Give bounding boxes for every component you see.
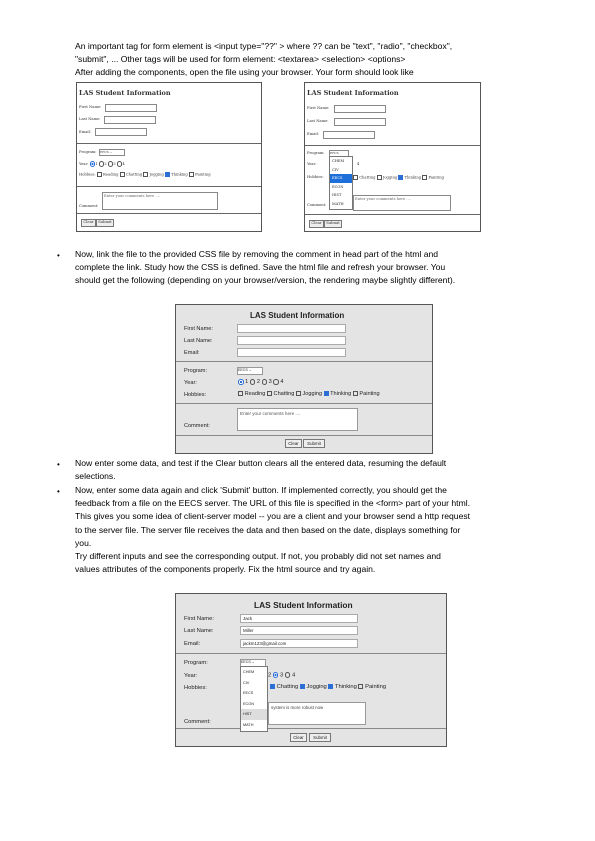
submit-button: Submit [309, 733, 331, 742]
program-option: MATH [332, 201, 344, 206]
email-field [237, 348, 346, 357]
last-name-label: Last Name: [79, 117, 101, 121]
year-radio-3 [273, 672, 279, 678]
clear-button: Clear [309, 220, 324, 228]
program-option: CIV [332, 167, 339, 172]
divider [305, 145, 480, 146]
program-option: ECON [243, 701, 254, 706]
year-radio-2 [250, 379, 256, 385]
hobbies-visible [270, 684, 386, 690]
email-field [95, 128, 147, 136]
comment-textarea [268, 702, 366, 725]
hobby-checkbox [324, 391, 329, 396]
bullet-paragraph-css [75, 248, 545, 288]
year-option-3: 3 [268, 379, 272, 386]
hobby-label: Jogging [149, 172, 164, 177]
program-option: CHEM [243, 670, 255, 674]
intro-paragraph [75, 40, 545, 80]
divider [176, 728, 446, 729]
text-line: values attributes of the components properly. Fix the html source and try again. [75, 564, 376, 575]
divider [176, 435, 432, 436]
program-option: CIV [243, 680, 250, 685]
last-name-field [334, 118, 386, 126]
text-line: to the server file. The server file receives the data and then based on the date, displays something for [75, 524, 461, 535]
text-line: complete the link. Study how the CSS is defined. Save the html file and refresh your browser. You [75, 262, 446, 273]
divider [77, 186, 261, 187]
hobby-checkbox [238, 391, 243, 396]
program-select: EECS [329, 150, 349, 157]
hobby-label: Thinking [330, 391, 352, 397]
year-radio-4 [285, 672, 291, 678]
comment-placeholder: Enter your comments here .... [104, 194, 161, 198]
program-option: CHEM [332, 159, 345, 163]
hobby-label: Thinking [404, 175, 422, 180]
hobby-label: Chatting [276, 684, 299, 691]
program-label: Program: [307, 151, 325, 155]
hobbies-label: Hobbies: [184, 392, 207, 398]
text-line: selections. [75, 471, 116, 482]
screenshot-plain-form [76, 82, 262, 232]
program-select-value: EECS [100, 150, 109, 154]
program-label: Program: [184, 368, 208, 374]
text-line: feedback from a file on the EECS server. The URL of this file is specified in the <form> part of your html. [75, 498, 471, 509]
hobby-checkbox [267, 391, 272, 396]
program-select: EECS ⌄ [99, 149, 125, 156]
submit-button: Submit [96, 219, 114, 227]
email-label: Email: [79, 130, 91, 134]
year-option-1: 1 [95, 161, 98, 166]
screenshot-styled-form [175, 304, 433, 454]
first-name-label: First Name: [307, 106, 330, 110]
submit-button: Submit [324, 220, 342, 228]
text-line: Now, link the file to the provided CSS file by removing the comment in head part of the html and [75, 249, 439, 259]
last-name-label: Last Name: [184, 338, 213, 344]
email-field: jackm123@gmail.com [240, 639, 358, 648]
year-option-4: 4 [357, 162, 360, 166]
year-label: Year: [79, 161, 89, 166]
year-option-2: 2 [256, 379, 260, 386]
first-name-field: Jack [240, 614, 358, 623]
comment-text: system is more robust now [271, 705, 324, 710]
comment-textarea [237, 408, 358, 431]
hobby-checkbox [300, 684, 305, 689]
comment-textarea [353, 195, 451, 211]
program-option: ECON [332, 184, 344, 189]
form-title: LAS Student Information [79, 89, 171, 97]
hobbies-label: Hobbies: [184, 685, 207, 691]
program-option: EECS [243, 691, 254, 695]
comment-label: Comment: [307, 203, 327, 207]
hobbies-visible [353, 175, 444, 180]
email-label: Email: [184, 641, 201, 647]
divider [77, 143, 261, 144]
hobby-checkbox [358, 684, 363, 689]
divider [176, 361, 432, 362]
hobby-label: Reading [244, 391, 266, 397]
last-name-field [237, 336, 346, 345]
program-dropdown-list [240, 666, 268, 732]
year-option-4: 4 [280, 379, 284, 386]
year-option-1: 1 [245, 379, 249, 386]
first-name-label: First Name: [184, 326, 213, 332]
year-option-3: 3 [113, 161, 116, 166]
hobby-label: Chatting [359, 175, 376, 180]
divider [176, 653, 446, 654]
program-option-hovered: HIST [241, 709, 267, 720]
program-select-value: EECS [241, 660, 251, 664]
program-option-selected: EECS [330, 174, 352, 183]
hobby-label: Jogging [382, 175, 398, 180]
program-select: EECS ⌄ [237, 367, 263, 375]
text-line: Now, enter some data again and click 'Submit' button. If implemented correctly, you should get the [75, 485, 447, 495]
form-title: LAS Student Information [250, 311, 345, 320]
bullet: • [57, 487, 60, 496]
year-option-3: 3 [279, 672, 284, 679]
hobby-label: Chatting [273, 391, 295, 397]
hobby-checkbox [97, 172, 102, 177]
hobby-checkbox [296, 391, 301, 396]
comment-label: Comment: [79, 204, 99, 208]
first-name-field [334, 105, 386, 113]
comment-label: Comment: [184, 719, 211, 725]
text-line: you. [75, 537, 92, 548]
screenshot-dropdown-open [304, 82, 481, 232]
email-label: Email: [184, 350, 200, 356]
hobbies-row [79, 172, 211, 177]
hobby-label: Painting [428, 175, 444, 180]
divider [176, 403, 432, 404]
year-label: Year: [307, 162, 317, 166]
year-radio-4 [273, 379, 279, 385]
text-line: should get the following (depending on your browser/version, the rendering maybe slightly different). [75, 275, 456, 286]
first-name-label: First Name: [79, 105, 102, 109]
comment-textarea [102, 192, 218, 210]
hobby-label: Thinking [171, 172, 188, 177]
text-line: Try different inputs and see the corresponding output. If not, you probably did not set names and [75, 551, 441, 562]
form-title: LAS Student Information [254, 600, 353, 610]
program-option: HIST [332, 193, 342, 198]
divider [77, 213, 261, 214]
text-line: Now enter some data, and test if the Clear button clears all the entered data, resuming the default [75, 458, 447, 468]
program-label: Program: [79, 150, 97, 154]
hobby-checkbox [328, 684, 333, 689]
program-select-value: EECS [238, 368, 248, 372]
first-name-field [237, 324, 346, 333]
form-title: LAS Student Information [307, 89, 399, 97]
first-name-field [105, 104, 157, 112]
hobby-checkbox [270, 684, 275, 689]
year-option-2: 2 [268, 672, 272, 679]
hobby-label: Jogging [302, 391, 323, 397]
year-radios [79, 161, 125, 167]
program-label: Program: [184, 660, 208, 666]
bullet-paragraph-clear [75, 457, 545, 483]
text-line: An important tag for form element is <input type="??" > where ?? can be "text", "radio", "checkbox", [75, 41, 453, 51]
bullet: • [57, 251, 60, 260]
hobbies-row [238, 391, 380, 397]
email-field [323, 131, 375, 139]
hobby-checkbox [353, 391, 358, 396]
hobby-label: Chatting [125, 172, 143, 177]
text-line: After adding the components, open the file using your browser. Your form should look like [75, 67, 414, 78]
hobby-checkbox [189, 172, 194, 177]
hobby-label: Painting [195, 172, 211, 177]
email-label: Email: [307, 132, 319, 136]
hobby-label: Reading [103, 172, 119, 177]
year-radio-1 [238, 379, 244, 385]
clear-button: Clear [285, 439, 302, 448]
program-select: EECS ⌄ [240, 659, 266, 667]
comment-placeholder: Enter your comments here .... [240, 411, 301, 416]
submit-button: Submit [303, 439, 325, 448]
hobby-label: Painting [365, 684, 387, 691]
first-name-label: First Name: [184, 616, 214, 622]
hobby-checkbox [143, 172, 148, 177]
hobby-label: Painting [359, 391, 380, 397]
hobby-label: Thinking [334, 684, 357, 691]
text-line: "submit", ... Other tags will be used for form element: <textarea> <selection> <options> [75, 54, 406, 65]
hobbies-label: Hobbies: [307, 175, 324, 179]
year-radios [238, 379, 283, 385]
divider [305, 214, 480, 215]
year-option-4: 4 [122, 161, 125, 166]
year-radio-3 [262, 379, 268, 385]
hobby-checkbox [398, 175, 403, 180]
last-name-label: Last Name: [184, 628, 214, 634]
last-name-label: Last Name: [307, 119, 329, 123]
screenshot-filled-form [175, 593, 447, 747]
program-option: MATH [243, 722, 254, 727]
hobby-checkbox [377, 175, 382, 180]
year-label: Year: [184, 673, 198, 679]
hobby-checkbox [120, 172, 125, 177]
hobbies-label: Hobbies: [79, 172, 96, 177]
comment-label: Comment: [184, 423, 210, 429]
year-option-4: 4 [291, 672, 296, 679]
hobby-checkbox [165, 172, 170, 177]
hobby-label: Jogging [306, 684, 327, 691]
bullet-paragraph-submit [75, 484, 545, 576]
year-radios-visible [268, 672, 295, 678]
year-option-2: 2 [104, 161, 107, 166]
hobby-checkbox [353, 175, 358, 180]
program-dropdown-list [329, 156, 353, 210]
clear-button: Clear [81, 219, 96, 227]
last-name-field: Miller [240, 626, 358, 635]
year-label: Year: [184, 380, 197, 386]
comment-placeholder: Enter your comments here .... [355, 197, 412, 201]
text-line: This gives you some idea of client-server model -- you are a client and your browser send a http request [75, 511, 471, 522]
last-name-field [104, 116, 156, 124]
hobby-checkbox [422, 175, 427, 180]
bullet: • [57, 460, 60, 469]
clear-button: Clear [290, 733, 307, 742]
